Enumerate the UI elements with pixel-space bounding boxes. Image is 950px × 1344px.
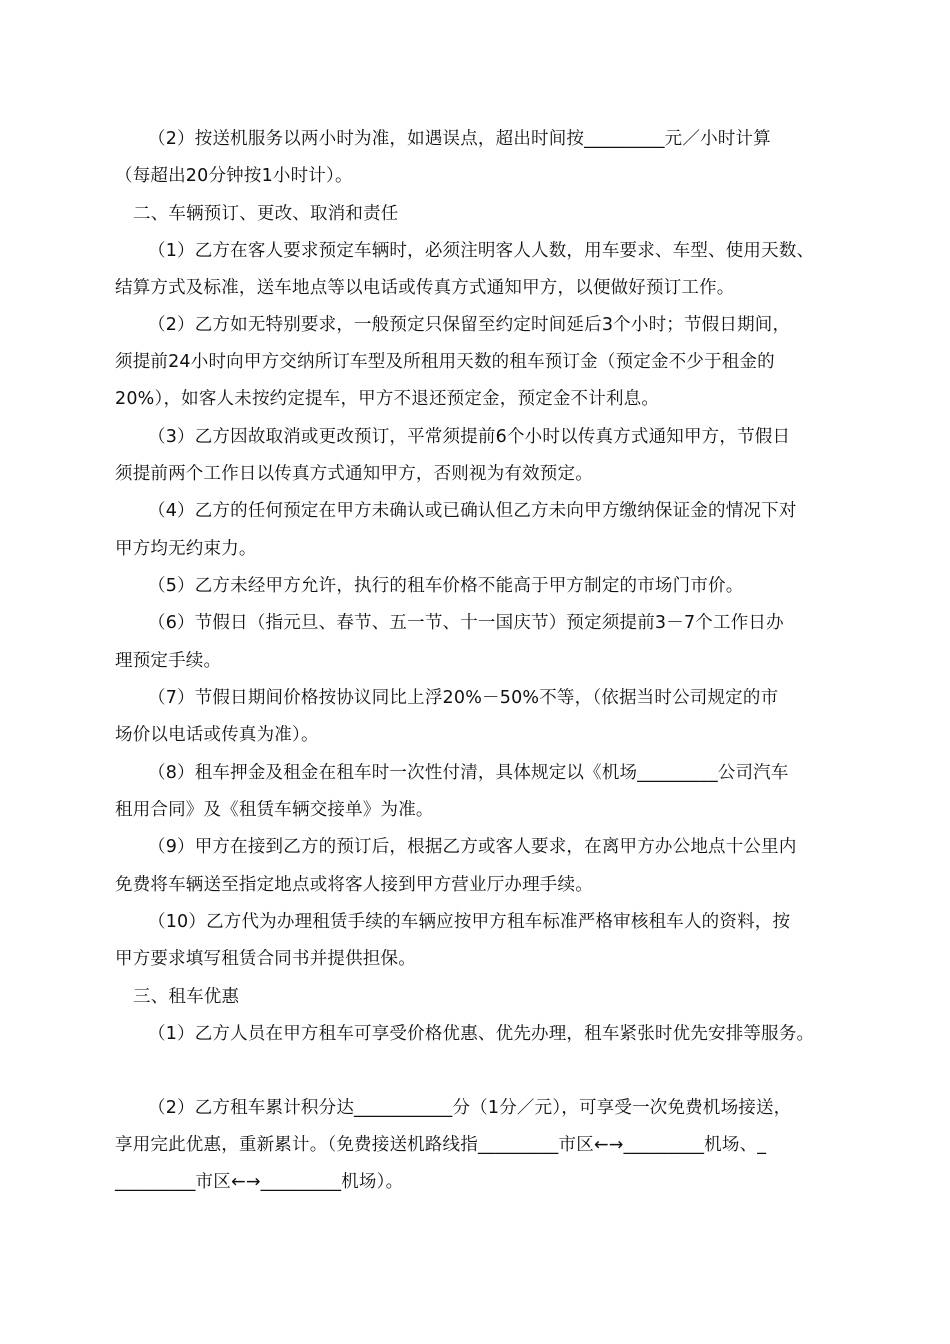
paragraph-line: （10）乙方代为办理租赁手续的车辆应按甲方租车标准严格审核租车人的资料，按: [148, 912, 791, 932]
paragraph-line: 理预定手续。: [115, 651, 222, 671]
paragraph-line: （2）乙方如无特别要求，一般预定只保留至约定时间延后3个小时；节假日期间，: [148, 315, 791, 335]
paragraph-line: （4）乙方的任何预定在甲方未确认或已确认但乙方未向甲方缴纳保证金的情况下对: [148, 501, 797, 521]
section-heading: 二、车辆预订、更改、取消和责任: [133, 204, 399, 224]
section-heading: 三、租车优惠: [133, 987, 240, 1007]
paragraph-line: （每超出20分钟按1小时计）。: [115, 166, 353, 186]
paragraph-line: （2）乙方租车累计积分达___________分（1分／元），可享受一次免费机场接送，: [148, 1098, 792, 1118]
paragraph-line: （1）乙方在客人要求预定车辆时，必须注明客人人数，用车要求、车型、使用天数、: [148, 241, 815, 261]
paragraph-line: 须提前两个工作日以传真方式通知甲方，否则视为有效预定。: [115, 464, 593, 484]
paragraph-line: （7）节假日期间价格按协议同比上浮20%－50%不等，（依据当时公司规定的市: [148, 688, 779, 708]
paragraph-line: 甲方要求填写租赁合同书并提供担保。: [115, 949, 416, 969]
paragraph-line: （9）甲方在接到乙方的预订后，根据乙方或客人要求，在离甲方办公地点十公里内: [148, 837, 797, 857]
paragraph-line: 免费将车辆送至指定地点或将客人接到甲方营业厅办理手续。: [115, 875, 593, 895]
paragraph-line: 甲方均无约束力。: [115, 539, 257, 559]
paragraph-line: （1）乙方人员在甲方租车可享受价格优惠、优先办理，租车紧张时优先安排等服务。: [148, 1024, 815, 1044]
paragraph-line: _________市区←→_________机场）。: [115, 1172, 404, 1192]
paragraph-line: 租用合同》及《租赁车辆交接单》为准。: [115, 800, 434, 820]
paragraph-line: （2）按送机服务以两小时为准，如遇误点，超出时间按_________元／小时计算: [148, 129, 771, 149]
paragraph-line: （5）乙方未经甲方允许，执行的租车价格不能高于甲方制定的市场门市价。: [148, 576, 744, 596]
paragraph-line: 20%），如客人未按约定提车，甲方不退还预定金，预定金不计利息。: [115, 389, 660, 409]
paragraph-line: （8）租车押金及租金在租车时一次性付清，具体规定以《机场_________公司汽车: [148, 763, 789, 783]
paragraph-line: （6）节假日（指元旦、春节、五一节、十一国庆节）预定须提前3－7个工作日办: [148, 613, 784, 633]
paragraph-line: （3）乙方因故取消或更改预订，平常须提前6个小时以传真方式通知甲方，节假日: [148, 427, 791, 447]
paragraph-line: 结算方式及标准，送车地点等以电话或传真方式通知甲方，以便做好预订工作。: [115, 278, 735, 298]
paragraph-line: 享用完此优惠，重新累计。（免费接送机路线指_________市区←→_________机场、_: [115, 1135, 767, 1155]
paragraph-line: 场价以电话或传真为准）。: [115, 725, 319, 745]
paragraph-line: 须提前24小时向甲方交纳所订车型及所租用天数的租车预订金（预定金不少于租金的: [115, 352, 775, 372]
